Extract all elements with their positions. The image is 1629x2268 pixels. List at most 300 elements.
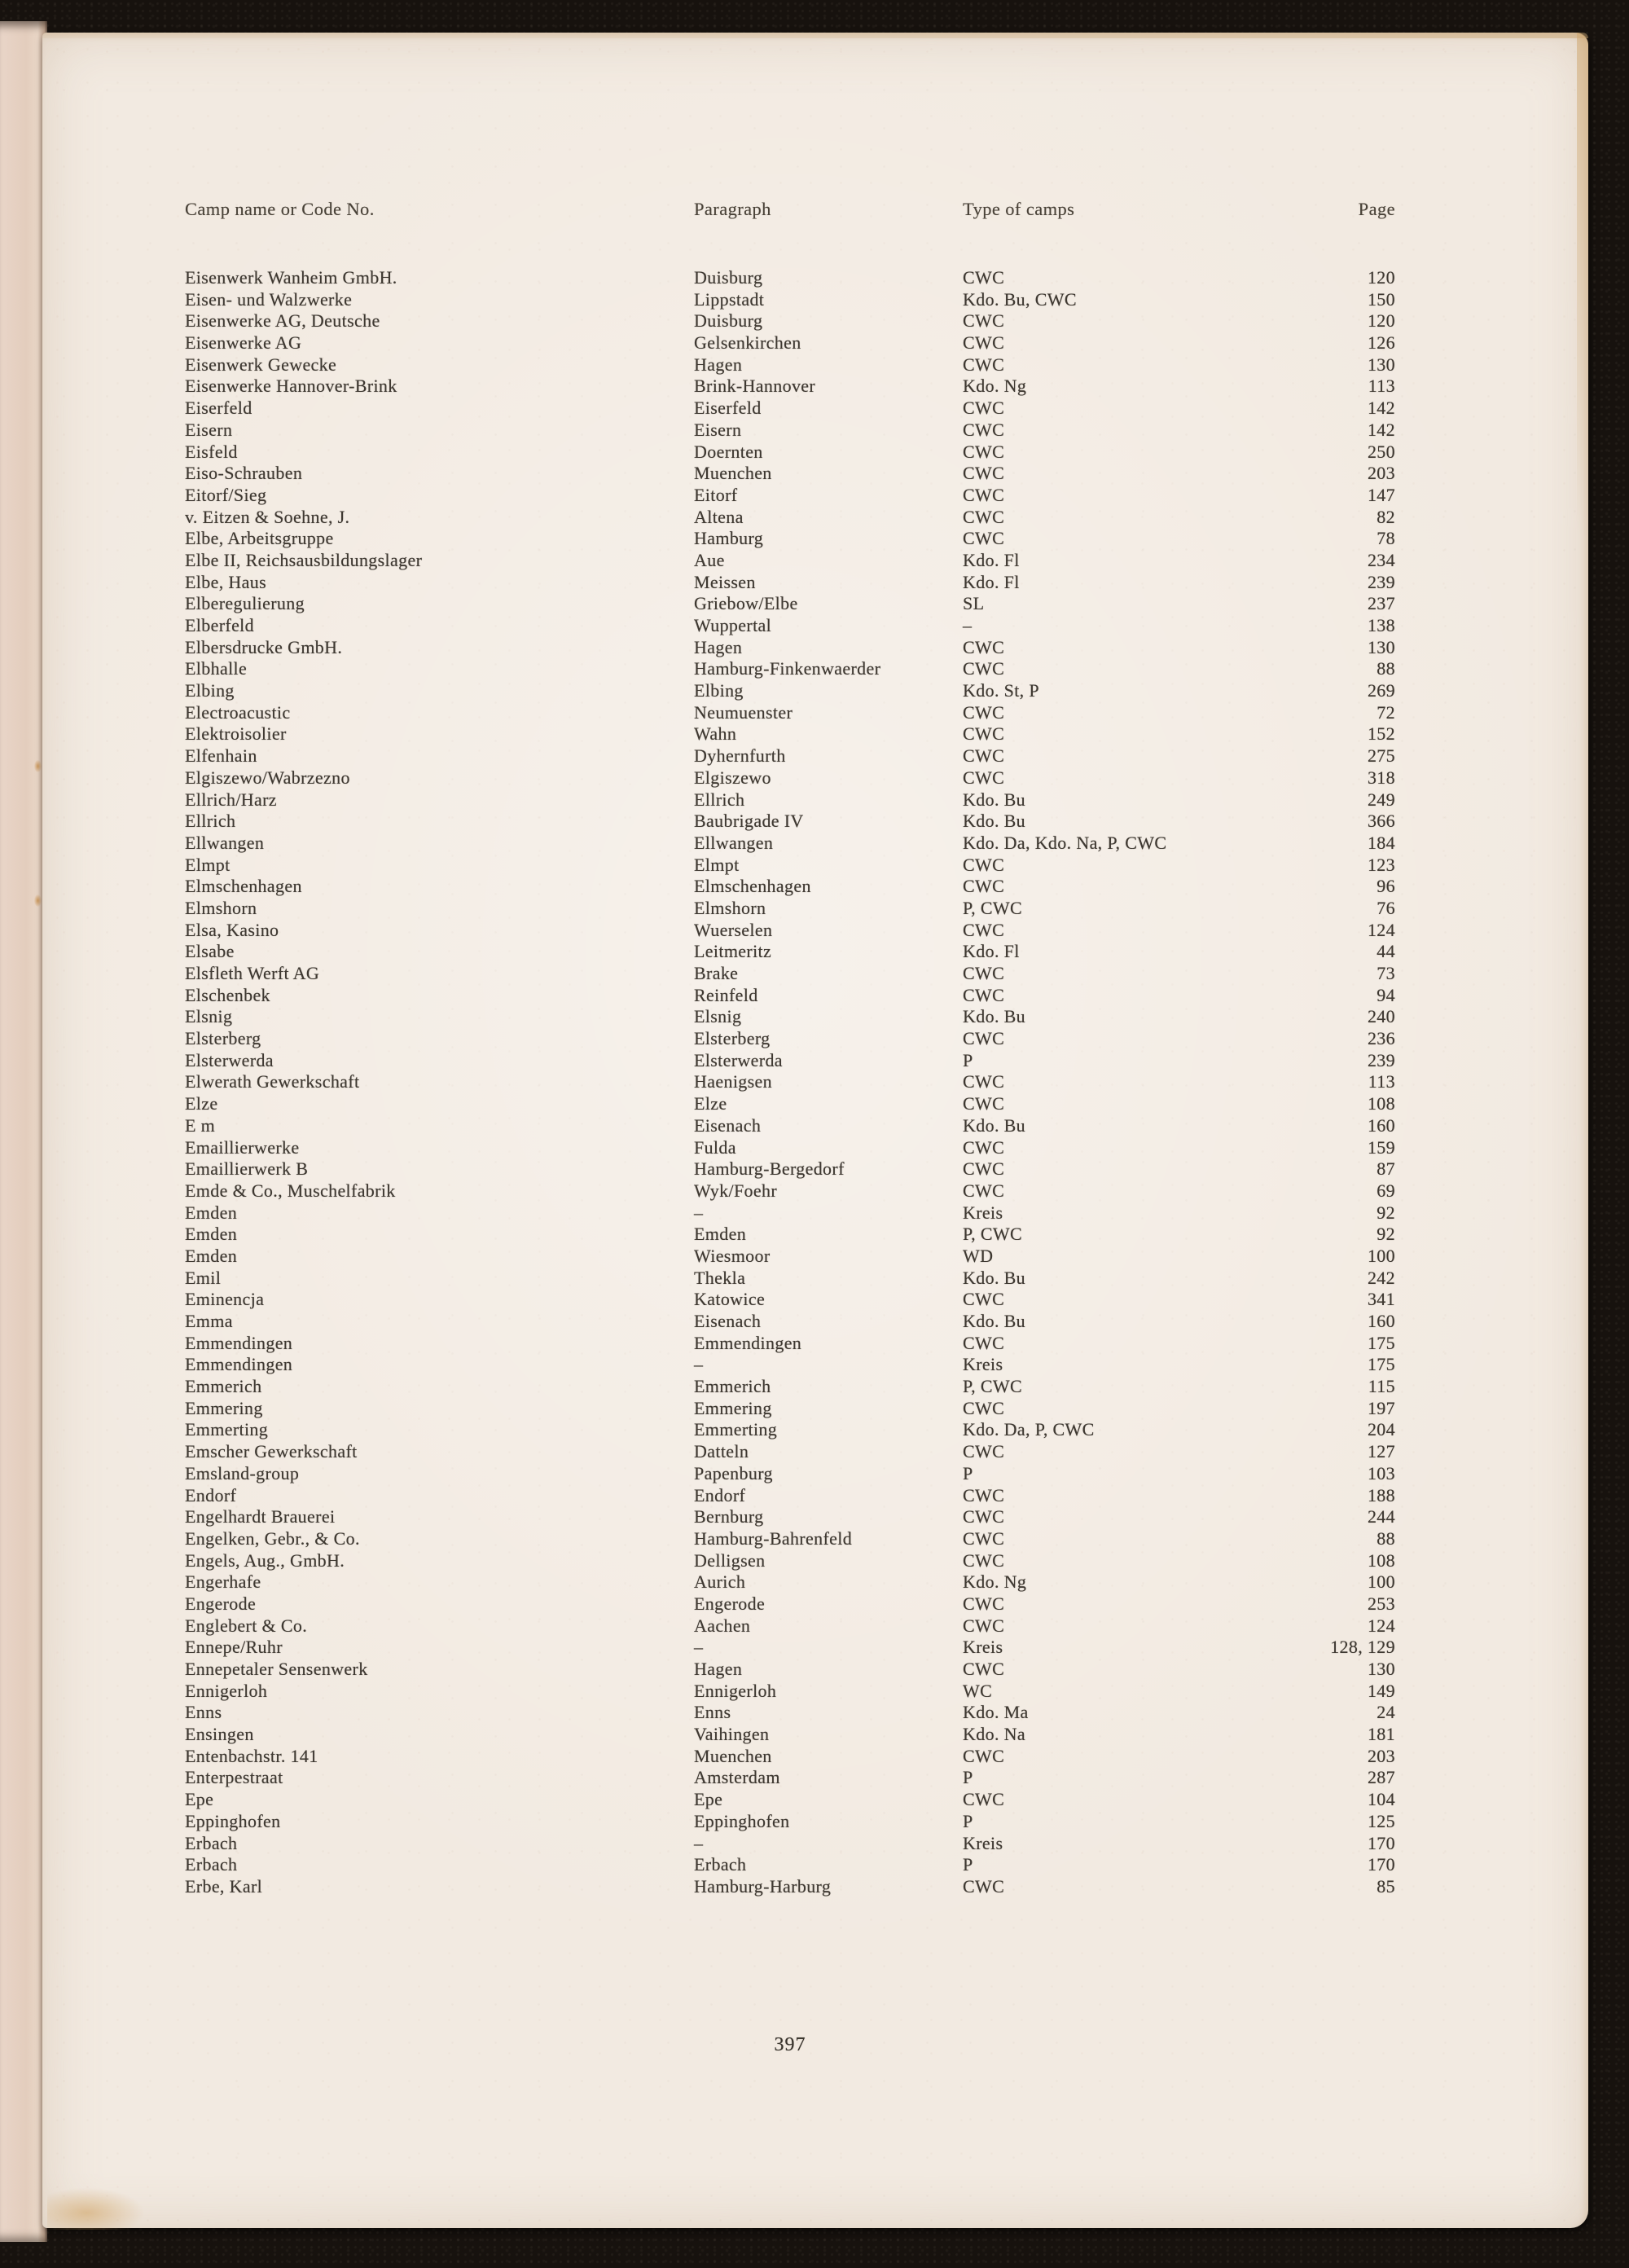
cell-type-of-camps: CWC — [963, 1289, 1005, 1310]
cell-paragraph: Enns — [694, 1702, 731, 1723]
cell-page: 234 — [1367, 549, 1395, 570]
cell-page: 150 — [1367, 288, 1395, 310]
cell-paragraph: Gelsenkirchen — [694, 332, 801, 354]
cell-page: 239 — [1367, 571, 1395, 592]
cell-paragraph: Engerode — [694, 1593, 766, 1614]
cell-type-of-camps: CWC — [963, 1441, 1005, 1462]
cell-type-of-camps: Kreis — [963, 1637, 1003, 1658]
cell-camp-name: Eisenwerke AG — [185, 332, 302, 354]
cell-camp-name: Elbersdrucke GmbH. — [185, 636, 343, 657]
cell-camp-name: Enterpestraat — [185, 1767, 283, 1788]
cell-paragraph: Muenchen — [694, 463, 772, 484]
cell-camp-name: Emaillierwerk B — [185, 1158, 309, 1180]
cell-page: 124 — [1367, 919, 1395, 940]
cell-type-of-camps: CWC — [963, 506, 1005, 527]
cell-paragraph: Eisenach — [694, 1311, 762, 1331]
cell-type-of-camps: Kdo. Ng — [963, 1571, 1027, 1593]
cell-paragraph: Ennigerloh — [694, 1680, 777, 1701]
table-row — [185, 1333, 1395, 1355]
cell-page: 181 — [1367, 1724, 1395, 1745]
cell-page: 203 — [1367, 463, 1395, 484]
table-row — [185, 1398, 1395, 1420]
table-row — [185, 550, 1395, 572]
cell-type-of-camps: CWC — [963, 1397, 1005, 1418]
cell-camp-name: Eisenwerke Hannover-Brink — [185, 376, 397, 397]
cell-page: 236 — [1367, 1028, 1395, 1049]
cell-type-of-camps: CWC — [963, 1028, 1005, 1049]
cell-page: 142 — [1367, 398, 1395, 419]
cell-paragraph: Katowice — [694, 1289, 766, 1310]
cell-camp-name: Ennigerloh — [185, 1680, 268, 1701]
cell-page: 318 — [1367, 767, 1395, 788]
cell-page: 188 — [1367, 1484, 1395, 1505]
table-row — [185, 507, 1395, 529]
table-row — [185, 789, 1395, 811]
cell-type-of-camps: Kdo. Fl — [963, 571, 1020, 592]
cell-paragraph: Wuerselen — [694, 919, 773, 940]
cell-type-of-camps: CWC — [963, 1527, 1005, 1549]
cell-page: 366 — [1367, 811, 1395, 832]
cell-paragraph: Aue — [694, 549, 725, 570]
cell-paragraph: Altena — [694, 506, 744, 527]
cell-type-of-camps: WC — [963, 1680, 993, 1701]
cell-camp-name: Enns — [185, 1702, 222, 1723]
table-row — [185, 420, 1395, 442]
cell-paragraph: – — [694, 1354, 704, 1375]
cell-camp-name: Elsterwerda — [185, 1049, 274, 1070]
table-row — [185, 941, 1395, 963]
cell-paragraph: Hamburg — [694, 528, 764, 549]
cell-type-of-camps: P, CWC — [963, 1376, 1023, 1397]
table-row — [185, 1789, 1395, 1811]
table-row — [185, 1724, 1395, 1746]
cell-paragraph: Meissen — [694, 571, 756, 592]
table-row — [185, 1224, 1395, 1246]
cell-camp-name: Elgiszewo/Wabrzezno — [185, 767, 350, 788]
table-row — [185, 1268, 1395, 1290]
cell-page: 92 — [1377, 1202, 1395, 1223]
cell-type-of-camps: Kdo. Bu — [963, 789, 1026, 810]
cell-paragraph: Dyhernfurth — [694, 745, 786, 767]
cell-type-of-camps: CWC — [963, 854, 1005, 875]
cell-paragraph: Hamburg-Bahrenfeld — [694, 1527, 853, 1549]
cell-camp-name: Engels, Aug., GmbH. — [185, 1549, 345, 1571]
cell-paragraph: Wiesmoor — [694, 1245, 771, 1266]
cell-camp-name: Emden — [185, 1224, 238, 1245]
cell-type-of-camps: CWC — [963, 310, 1005, 332]
cell-paragraph: Neumuenster — [694, 701, 793, 723]
cell-camp-name: Emden — [185, 1245, 238, 1266]
table-row — [185, 485, 1395, 507]
cell-type-of-camps: Kdo. St, P — [963, 680, 1039, 701]
cell-paragraph: Elmpt — [694, 854, 740, 875]
cell-page: 104 — [1367, 1789, 1395, 1810]
cell-paragraph: Griebow/Elbe — [694, 593, 798, 614]
cell-camp-name: v. Eitzen & Soehne, J. — [185, 506, 350, 527]
cell-type-of-camps: P — [963, 1049, 973, 1070]
table-row — [185, 1681, 1395, 1703]
table-row — [185, 811, 1395, 833]
table-row — [185, 833, 1395, 855]
cell-type-of-camps: CWC — [963, 441, 1005, 462]
cell-camp-name: Elsabe — [185, 941, 235, 962]
cell-type-of-camps: CWC — [963, 1506, 1005, 1527]
table-row — [185, 1811, 1395, 1833]
cell-page: 130 — [1367, 354, 1395, 375]
table-row — [185, 1289, 1395, 1311]
cell-paragraph: Eisenach — [694, 1114, 762, 1136]
cell-paragraph: Hagen — [694, 1659, 743, 1679]
cell-type-of-camps: Kreis — [963, 1832, 1003, 1853]
cell-camp-name: Elbe II, Reichsausbildungslager — [185, 549, 423, 570]
cell-camp-name: Emmering — [185, 1397, 263, 1418]
cell-page: 341 — [1367, 1289, 1395, 1310]
table-row — [185, 1441, 1395, 1463]
cell-paragraph: Amsterdam — [694, 1767, 780, 1788]
table-row — [185, 1767, 1395, 1789]
cell-type-of-camps: CWC — [963, 1332, 1005, 1353]
cell-type-of-camps: CWC — [963, 1593, 1005, 1614]
cell-camp-name: Eiserfeld — [185, 398, 252, 419]
cell-camp-name: E m — [185, 1114, 216, 1136]
column-header-camp-name: Camp name or Code No. — [185, 199, 375, 219]
table-row — [185, 1550, 1395, 1572]
cell-paragraph: Eiserfeld — [694, 398, 762, 419]
cell-type-of-camps: Kdo. Da, Kdo. Na, P, CWC — [963, 832, 1167, 853]
cell-type-of-camps: Kdo. Bu — [963, 1114, 1026, 1136]
table-row — [185, 1006, 1395, 1028]
cell-paragraph: Papenburg — [694, 1462, 773, 1483]
table-row — [185, 963, 1395, 985]
cell-page: 69 — [1377, 1180, 1395, 1201]
cell-camp-name: Emil — [185, 1267, 222, 1288]
cell-paragraph: Duisburg — [694, 267, 763, 288]
cell-camp-name: Elbe, Haus — [185, 571, 267, 592]
cell-camp-name: Elbe, Arbeitsgruppe — [185, 528, 334, 549]
cell-paragraph: Vaihingen — [694, 1724, 770, 1745]
cell-type-of-camps: CWC — [963, 1745, 1005, 1766]
cell-page: 253 — [1367, 1593, 1395, 1614]
table-row — [185, 1376, 1395, 1398]
cell-paragraph: Brake — [694, 963, 739, 983]
table-row — [185, 702, 1395, 724]
cell-type-of-camps: Kdo. Bu, CWC — [963, 288, 1077, 310]
table-row — [185, 354, 1395, 376]
cell-page: 82 — [1377, 506, 1395, 527]
cell-paragraph: Haenigsen — [694, 1071, 773, 1092]
cell-camp-name: Elwerath Gewerkschaft — [185, 1071, 360, 1092]
cell-paragraph: Aurich — [694, 1571, 746, 1593]
cell-camp-name: Ellwangen — [185, 832, 265, 853]
cell-type-of-camps: P, CWC — [963, 1224, 1023, 1245]
cell-page: 44 — [1377, 941, 1395, 962]
table-row — [185, 1506, 1395, 1528]
cell-page: 126 — [1367, 332, 1395, 354]
cell-page: 85 — [1377, 1875, 1395, 1897]
table-row — [185, 1071, 1395, 1093]
cell-type-of-camps: Kdo. Na — [963, 1724, 1025, 1745]
table-row — [185, 615, 1395, 637]
cell-page: 130 — [1367, 1659, 1395, 1679]
cell-type-of-camps: CWC — [963, 267, 1005, 288]
table-row — [185, 1833, 1395, 1855]
cell-page: 275 — [1367, 745, 1395, 767]
cell-type-of-camps: Kreis — [963, 1202, 1003, 1223]
table-row — [185, 310, 1395, 332]
cell-camp-name: Epe — [185, 1789, 214, 1810]
table-row — [185, 1702, 1395, 1724]
cell-page: 103 — [1367, 1462, 1395, 1483]
cell-paragraph: Wuppertal — [694, 615, 772, 635]
cell-paragraph: Ellwangen — [694, 832, 774, 853]
table-row — [185, 528, 1395, 550]
cell-camp-name: Emde & Co., Muschelfabrik — [185, 1180, 396, 1201]
cell-paragraph: Fulda — [694, 1136, 736, 1158]
table-header-row — [185, 199, 1395, 220]
cell-page: 96 — [1377, 876, 1395, 897]
cell-page: 152 — [1367, 723, 1395, 745]
table-row — [185, 1637, 1395, 1659]
cell-camp-name: Elfenhain — [185, 745, 257, 767]
table-row — [185, 463, 1395, 485]
cell-camp-name: Eminencja — [185, 1289, 265, 1310]
cell-paragraph: Delligsen — [694, 1549, 766, 1571]
cell-paragraph: Aachen — [694, 1615, 751, 1636]
cell-type-of-camps: CWC — [963, 767, 1005, 788]
page-number: 397 — [774, 2034, 806, 2055]
table-row — [185, 1115, 1395, 1137]
cell-type-of-camps: P, CWC — [963, 897, 1023, 918]
table-row — [185, 1419, 1395, 1441]
table-row — [185, 723, 1395, 745]
table-body — [185, 267, 1395, 1898]
cell-camp-name: Elschenbek — [185, 984, 270, 1005]
table-row — [185, 572, 1395, 594]
cell-paragraph: Elsterberg — [694, 1028, 771, 1049]
cell-page: 269 — [1367, 680, 1395, 701]
cell-type-of-camps: CWC — [963, 1071, 1005, 1092]
cell-paragraph: Emmerting — [694, 1419, 778, 1440]
table-row — [185, 398, 1395, 420]
cell-camp-name: Engerode — [185, 1593, 257, 1614]
cell-page: 175 — [1367, 1354, 1395, 1375]
cell-camp-name: Eisenwerke AG, Deutsche — [185, 310, 380, 332]
table-row — [185, 1571, 1395, 1593]
cell-page: 24 — [1377, 1702, 1395, 1723]
cell-camp-name: Ellrich — [185, 811, 236, 832]
table-row — [185, 1311, 1395, 1333]
table-row — [185, 1463, 1395, 1485]
cell-type-of-camps: CWC — [963, 419, 1005, 440]
cell-camp-name: Emmerting — [185, 1419, 269, 1440]
cell-camp-name: Erbach — [185, 1832, 238, 1853]
table-row — [185, 658, 1395, 680]
cell-page: 197 — [1367, 1397, 1395, 1418]
cell-type-of-camps: P — [963, 1854, 973, 1875]
table-row — [185, 593, 1395, 615]
cell-paragraph: Hamburg-Finkenwaerder — [694, 658, 881, 679]
cell-paragraph: Elmschenhagen — [694, 876, 811, 897]
cell-paragraph: Erbach — [694, 1854, 747, 1875]
cell-type-of-camps: Kdo. Da, P, CWC — [963, 1419, 1095, 1440]
cell-camp-name: Elsa, Kasino — [185, 919, 279, 940]
table-row — [185, 1593, 1395, 1615]
cell-page: 203 — [1367, 1745, 1395, 1766]
cell-page: 123 — [1367, 854, 1395, 875]
cell-paragraph: – — [694, 1637, 704, 1658]
cell-type-of-camps: Kreis — [963, 1354, 1003, 1375]
cell-camp-name: Ensingen — [185, 1724, 254, 1745]
cell-page: 244 — [1367, 1506, 1395, 1527]
cell-paragraph: Eppinghofen — [694, 1810, 790, 1831]
cell-camp-name: Endorf — [185, 1484, 237, 1505]
cell-type-of-camps: CWC — [963, 876, 1005, 897]
cell-type-of-camps: CWC — [963, 745, 1005, 767]
cell-page: 108 — [1367, 1549, 1395, 1571]
cell-type-of-camps: CWC — [963, 398, 1005, 419]
cell-type-of-camps: CWC — [963, 1549, 1005, 1571]
cell-type-of-camps: CWC — [963, 636, 1005, 657]
cell-paragraph: Hagen — [694, 354, 743, 375]
cell-paragraph: Reinfeld — [694, 984, 758, 1005]
table-row — [185, 1137, 1395, 1159]
cell-camp-name: Elsterberg — [185, 1028, 261, 1049]
cell-camp-name: Ennepe/Ruhr — [185, 1637, 283, 1658]
cell-camp-name: Elberfeld — [185, 615, 254, 635]
cell-page: 125 — [1367, 1810, 1395, 1831]
cell-camp-name: Elsfleth Werft AG — [185, 963, 320, 983]
cell-page: 124 — [1367, 1615, 1395, 1636]
cell-camp-name: Eiso-Schrauben — [185, 463, 303, 484]
table-row — [185, 920, 1395, 942]
cell-paragraph: Emden — [694, 1224, 747, 1245]
table-row — [185, 855, 1395, 877]
cell-type-of-camps: Kdo. Bu — [963, 1311, 1026, 1331]
cell-type-of-camps: CWC — [963, 701, 1005, 723]
cell-camp-name: Elze — [185, 1093, 218, 1114]
table-row — [185, 985, 1395, 1007]
cell-camp-name: Emscher Gewerkschaft — [185, 1441, 358, 1462]
cell-page: 160 — [1367, 1114, 1395, 1136]
cell-type-of-camps: CWC — [963, 332, 1005, 354]
table-row — [185, 1485, 1395, 1507]
cell-page: 250 — [1367, 441, 1395, 462]
table-row — [185, 767, 1395, 789]
cell-paragraph: Elsnig — [694, 1006, 742, 1027]
cell-paragraph: Emmendingen — [694, 1332, 802, 1353]
book-page — [42, 33, 1588, 2228]
cell-paragraph: Elbing — [694, 680, 744, 701]
cell-paragraph: Hamburg-Bergedorf — [694, 1158, 845, 1180]
cell-page: 78 — [1377, 528, 1395, 549]
table-row — [185, 442, 1395, 464]
cell-page: 113 — [1368, 1071, 1395, 1092]
cell-camp-name: Erbe, Karl — [185, 1875, 263, 1897]
table-row — [185, 898, 1395, 920]
table-row — [185, 680, 1395, 702]
cell-camp-name: Emma — [185, 1311, 233, 1331]
cell-type-of-camps: Kdo. Ma — [963, 1702, 1029, 1723]
table-row — [185, 1158, 1395, 1180]
cell-camp-name: Electroacustic — [185, 701, 291, 723]
cell-page: 242 — [1367, 1267, 1395, 1288]
cell-page: 160 — [1367, 1311, 1395, 1331]
cell-type-of-camps: CWC — [963, 1136, 1005, 1158]
table-row — [185, 1528, 1395, 1550]
cell-type-of-camps: Kdo. Bu — [963, 811, 1026, 832]
book-spine-page-edge — [0, 21, 47, 2242]
cell-type-of-camps: CWC — [963, 919, 1005, 940]
cell-type-of-camps: Kdo. Bu — [963, 1267, 1026, 1288]
table-row — [185, 1180, 1395, 1202]
cell-paragraph: Eitorf — [694, 484, 738, 505]
cell-camp-name: Englebert & Co. — [185, 1615, 308, 1636]
cell-type-of-camps: WD — [963, 1245, 994, 1266]
cell-page: 149 — [1367, 1680, 1395, 1701]
cell-camp-name: Erbach — [185, 1854, 238, 1875]
cell-page: 72 — [1377, 701, 1395, 723]
cell-type-of-camps: Kdo. Fl — [963, 549, 1020, 570]
cell-page: 170 — [1367, 1832, 1395, 1853]
cell-type-of-camps: CWC — [963, 1484, 1005, 1505]
cell-page: 138 — [1367, 615, 1395, 635]
cell-page: 240 — [1367, 1006, 1395, 1027]
table-row — [185, 1854, 1395, 1876]
cell-paragraph: Hamburg-Harburg — [694, 1875, 832, 1897]
cell-paragraph: – — [694, 1832, 704, 1853]
cell-type-of-camps: P — [963, 1767, 973, 1788]
table-row — [185, 289, 1395, 311]
cell-camp-name: Elmschenhagen — [185, 876, 302, 897]
cell-page: 73 — [1377, 963, 1395, 983]
cell-paragraph: Elze — [694, 1093, 727, 1114]
cell-page: 142 — [1367, 419, 1395, 440]
cell-paragraph: Doernten — [694, 441, 763, 462]
cell-type-of-camps: CWC — [963, 1093, 1005, 1114]
table-row — [185, 1746, 1395, 1768]
cell-paragraph: Epe — [694, 1789, 723, 1810]
cell-camp-name: Elberegulierung — [185, 593, 305, 614]
cell-page: 128, 129 — [1330, 1637, 1395, 1658]
cell-type-of-camps: CWC — [963, 1875, 1005, 1897]
cell-paragraph: Hagen — [694, 636, 743, 657]
cell-paragraph: Elsterwerda — [694, 1049, 783, 1070]
cell-page: 130 — [1367, 636, 1395, 657]
cell-page: 94 — [1377, 984, 1395, 1005]
table-row — [185, 637, 1395, 659]
cell-camp-name: Eisfeld — [185, 441, 238, 462]
cell-camp-name: Eisenwerk Wanheim GmbH. — [185, 267, 397, 288]
table-row — [185, 1093, 1395, 1115]
cell-type-of-camps: CWC — [963, 1789, 1005, 1810]
cell-camp-name: Engelken, Gebr., & Co. — [185, 1527, 360, 1549]
cell-type-of-camps: CWC — [963, 723, 1005, 745]
cell-paragraph: Wahn — [694, 723, 737, 745]
cell-camp-name: Emsland-group — [185, 1462, 300, 1483]
cell-paragraph: Elmshorn — [694, 897, 766, 918]
cell-paragraph: – — [694, 1202, 704, 1223]
cell-page: 87 — [1377, 1158, 1395, 1180]
cell-type-of-camps: P — [963, 1810, 973, 1831]
cell-camp-name: Emmendingen — [185, 1332, 293, 1353]
table-row — [185, 1246, 1395, 1268]
table-row — [185, 267, 1395, 289]
cell-page: 100 — [1367, 1245, 1395, 1266]
cell-page: 287 — [1367, 1767, 1395, 1788]
cell-page: 184 — [1367, 832, 1395, 853]
cell-paragraph: Leitmeritz — [694, 941, 772, 962]
cell-paragraph: Ellrich — [694, 789, 745, 810]
